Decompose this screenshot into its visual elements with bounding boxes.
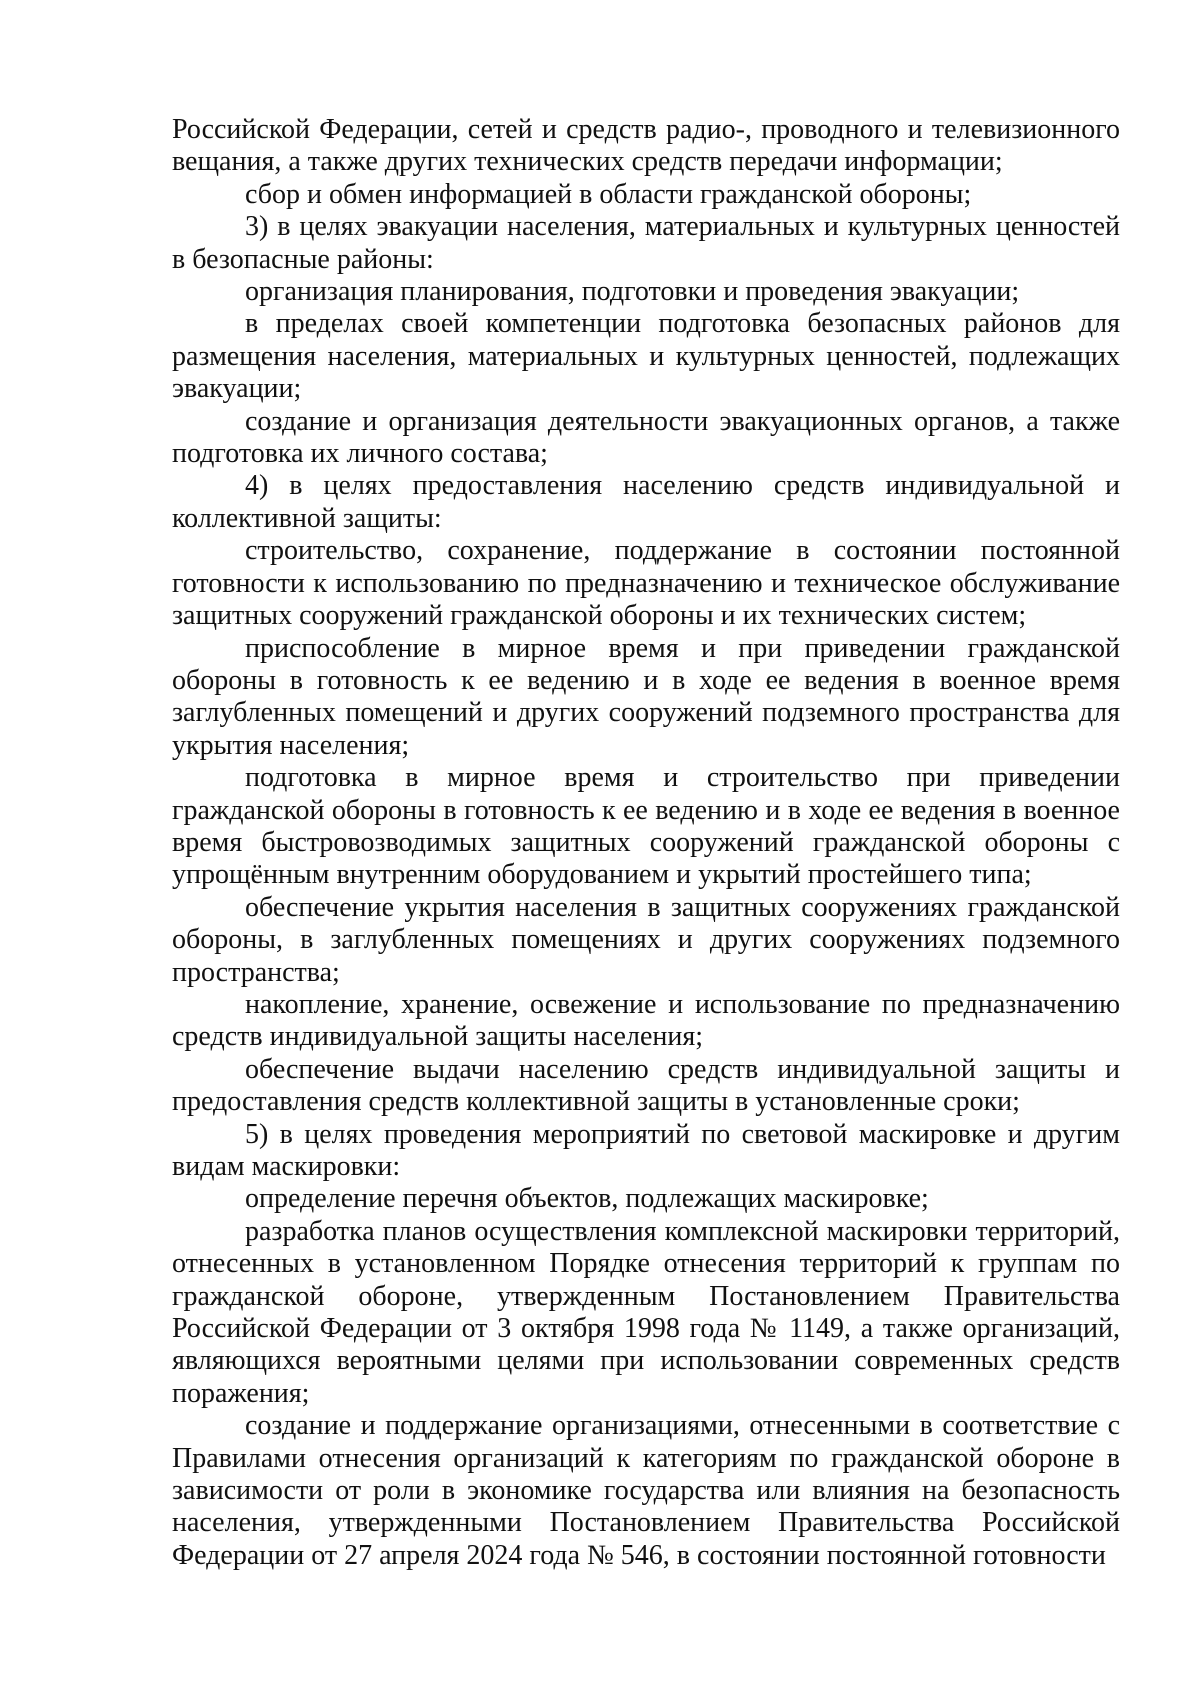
paragraph: организация планирования, подготовки и проведения эвакуации; [245, 276, 1020, 308]
paragraph-continuation: Российской Федерации, сетей и средств радио-, проводного и телевизионного вещания, а также других технических средств передачи информации; [172, 114, 1120, 178]
paragraph: создание и организация деятельности эвакуационных органов, а также подготовка их личного состава; [172, 405, 1120, 470]
paragraph: сбор и обмен информацией в области гражданской обороны; [245, 178, 972, 210]
paragraph: создание и поддержание организациями, отнесенными в соответствие с Правилами отнесения организаций к категориям по гражданской обороне в зависимости от роли в экономике государства или влияния на безопасность населения, утвержденными Постановлением Правительства Российской Федерации от 27 апреля 2024 года № 546, в состоянии постоянной готовности [172, 1410, 1120, 1571]
paragraph-item-4: 4) в целях предоставления населению средств индивидуальной и коллективной защиты: [172, 470, 1120, 534]
paragraph: в пределах своей компетенции подготовка безопасных районов для размещения населения, материальных и культурных ценностей, подлежащих эвакуации; [172, 308, 1120, 405]
paragraph-item-5: 5) в целях проведения мероприятий по световой маскировке и другим видам маскировки: [172, 1118, 1120, 1182]
document-body [172, 114, 1120, 1572]
paragraph: обеспечение выдачи населению средств индивидуальной защиты и предоставления средств коллективной защиты в установленные сроки; [172, 1053, 1120, 1118]
paragraph: обеспечение укрытия населения в защитных сооружениях гражданской обороны, в заглубленных помещениях и других сооружениях подземного пространства; [172, 891, 1120, 988]
paragraph: разработка планов осуществления комплексной маскировки территорий, отнесенных в установленном Порядке отнесения территорий к группам по гражданской обороне, утвержденным Постановлением Правительства Российской Федерации от 3 октября 1998 года № 1149, а также организаций, являющихся вероятными целями при использовании современных средств поражения; [172, 1215, 1120, 1409]
paragraph: подготовка в мирное время и строительство при приведении гражданской обороны в готовность к ее ведению и в ходе ее ведения в военное время быстровозводимых защитных сооружений гражданской обороны с упрощённым внутренним оборудованием и укрытий простейшего типа; [172, 762, 1120, 891]
paragraph: строительство, сохранение, поддержание в состоянии постоянной готовности к использованию по предназначению и техническое обслуживание защитных сооружений гражданской обороны и их технических систем; [172, 535, 1120, 632]
paragraph: определение перечня объектов, подлежащих маскировке; [245, 1183, 929, 1215]
paragraph: накопление, хранение, освежение и использование по предназначению средств индивидуальной защиты населения; [172, 988, 1120, 1053]
paragraph: приспособление в мирное время и при приведении гражданской обороны в готовность к ее ведению и в ходе ее ведения в военное время заглубленных помещений и других сооружений подземного пространства для укрытия населения; [172, 632, 1120, 761]
paragraph-item-3: 3) в целях эвакуации населения, материальных и культурных ценностей в безопасные районы: [172, 211, 1120, 275]
